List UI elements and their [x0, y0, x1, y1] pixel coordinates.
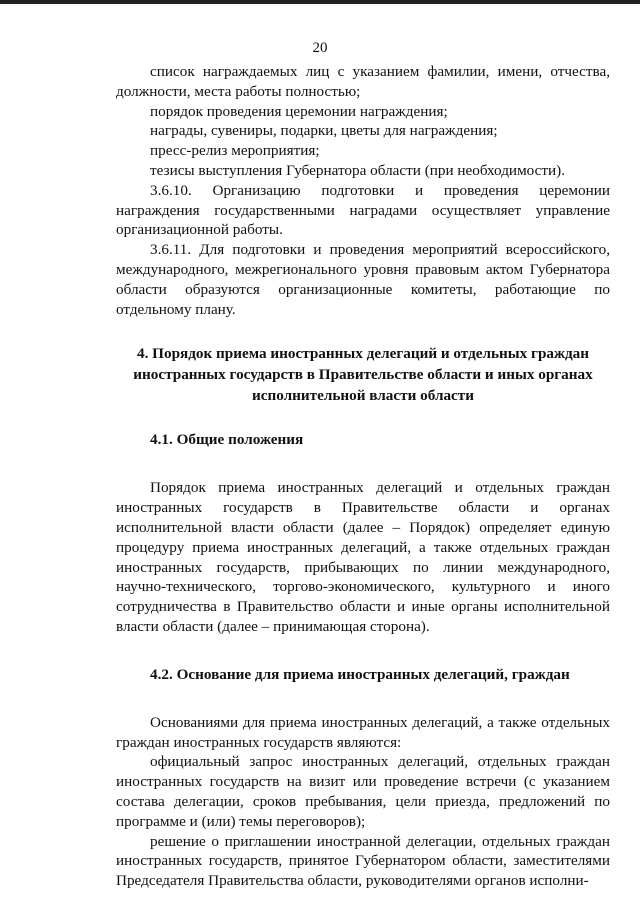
- spacer: [116, 450, 610, 478]
- spacer: [116, 406, 610, 430]
- paragraph-grounds-intro: Основаниями для приема иностранных делегаций, а также отдельных граждан иностранных государств являются:: [116, 713, 610, 751]
- paragraph-official-request: официальный запрос иностранных делегаций, отдельных граждан иностранных государств на визит или проведение встречи (с указанием состава делегации, сроков пребывания, цели приезда, предложений по программе и (или) темы переговоров);: [116, 753, 610, 830]
- spacer: [116, 637, 610, 665]
- top-border-line: [0, 0, 640, 4]
- document-body: [116, 62, 610, 891]
- paragraph-3-6-11: 3.6.11. Для подготовки и проведения мероприятий всероссийского, международного, межрегионального уровня правовым актом Губернатора области образуются организационные комитеты, работающие по отдельному плану.: [116, 241, 610, 318]
- paragraph-governor-theses: тезисы выступления Губернатора области (при необходимости).: [150, 161, 566, 179]
- paragraph-general-provisions: Порядок приема иностранных делегаций и отдельных граждан иностранных государств в Правительстве области и органах исполнительной власти области (далее – Порядок) определяет единую процедуру приема иностранных делегаций, а также отдельных граждан иностранных государств, прибывающих по линии международного, научно-технического, торгово-экономического, культурного и иного сотрудничества в Правительство области и иные органы исполнительной власти области (далее – принимающая сторона).: [116, 479, 610, 635]
- page-number: 20: [312, 40, 328, 56]
- section-4-heading: 4. Порядок приема иностранных делегаций и отдельных граждан иностранных государств в Правительстве области и иных органах исполнительной власти области: [133, 345, 593, 405]
- paragraph-press-release: пресс-релиз мероприятия;: [150, 142, 320, 160]
- paragraph-ceremony-order: порядок проведения церемонии награждения;: [150, 102, 448, 120]
- paragraph-invitation-decision: решение о приглашении иностранной делегации, отдельных граждан иностранных государств, принятое Губернатором области, заместителями Председателя Правительства области, руководителями органов исполни-: [116, 832, 610, 890]
- paragraph-3-6-10: 3.6.10. Организацию подготовки и проведения церемонии награждения государственными наградами осуществляет управление организационной работы.: [116, 181, 610, 239]
- paragraph-award-list: список награждаемых лиц с указанием фамилии, имени, отчества, должности, места работы полностью;: [116, 63, 610, 100]
- section-4-1-heading: 4.1. Общие положения: [150, 431, 304, 449]
- spacer: [116, 685, 610, 713]
- section-4-2-heading: 4.2. Основание для приема иностранных делегаций, граждан: [150, 665, 570, 683]
- paragraph-awards-gifts: награды, сувениры, подарки, цветы для награждения;: [150, 122, 498, 140]
